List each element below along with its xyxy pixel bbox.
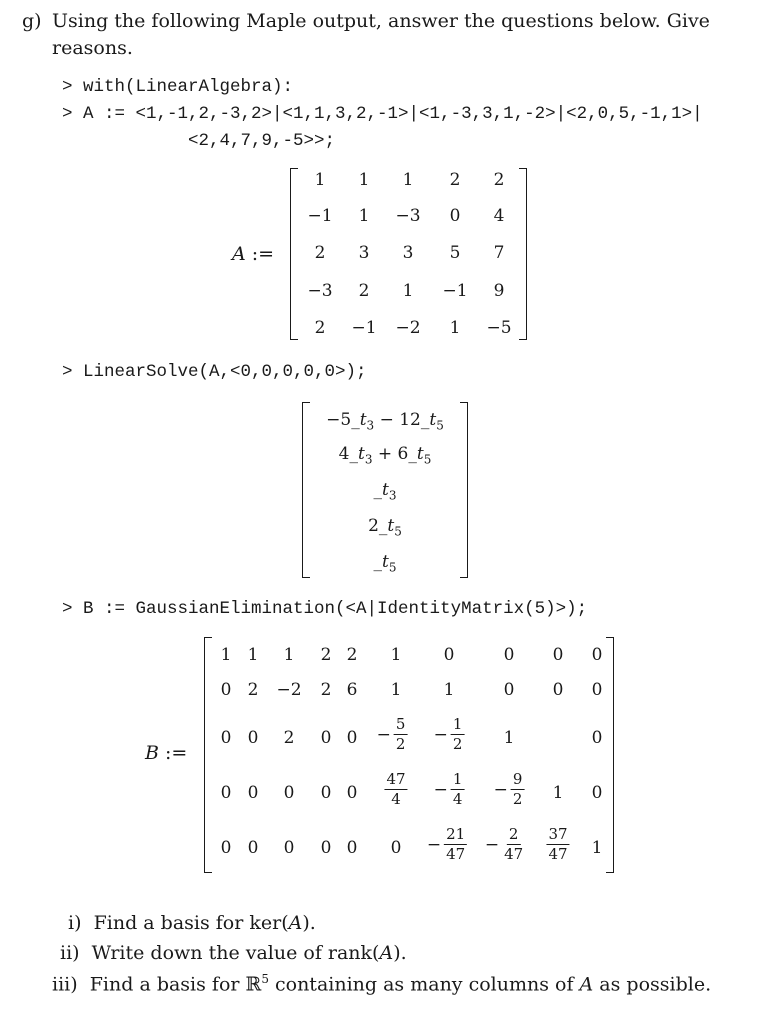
matrix-b-entry-r2c8: 0 xyxy=(503,680,515,700)
solution-entry-3: $\_t_3$ xyxy=(373,480,397,503)
matrix-b-entry-r3c8: 1 xyxy=(503,728,515,748)
matrix-b-entry-r1c8: 0 xyxy=(503,645,515,665)
matrix-b-entry-r1c4: 2 xyxy=(320,645,332,665)
matrix-b-entry-r4c5: 0 xyxy=(346,783,358,803)
matrix-b-entry-r3c10: 0 xyxy=(591,728,603,748)
maple-cmd-with: > with(LinearAlgebra): xyxy=(62,77,294,97)
matrix-a-left-bracket xyxy=(290,168,298,340)
matrix-b-entry-r1c10: 0 xyxy=(591,645,603,665)
matrix-a-entry-r5c1: 2 xyxy=(314,318,326,338)
matrix-b-entry-r5c5: 0 xyxy=(346,838,358,858)
matrix-b-entry-r3c5: 0 xyxy=(346,728,358,748)
matrix-a-entry-r5c2: −1 xyxy=(351,318,377,338)
matrix-a-entry-r2c4: 0 xyxy=(449,206,461,226)
matrix-b-entry-r3c1: 0 xyxy=(220,728,232,748)
solution-entry-5: $\_t_5$ xyxy=(373,552,397,575)
matrix-a-entry-r5c4: 1 xyxy=(449,318,461,338)
matrix-b-entry-r5c2: 0 xyxy=(247,838,259,858)
solution-entry-2: $4\_t_3$ + $6\_t_5$ xyxy=(338,444,432,467)
part-i: i) Find a basis for ker(A). xyxy=(68,912,316,934)
matrix-b-entry-r5c1: 0 xyxy=(220,838,232,858)
matrix-a-entry-r5c3: −2 xyxy=(395,318,421,338)
matrix-a-entry-r5c5: −5 xyxy=(486,318,512,338)
matrix-b-entry-r3c2: 0 xyxy=(247,728,259,748)
matrix-b-right-bracket xyxy=(606,637,614,873)
matrix-b-entry-r2c5: 6 xyxy=(346,680,358,700)
solution-entry-1: $-5\_t_3$ − $12\_t_5$ xyxy=(326,410,444,433)
matrix-a-entry-r1c4: 2 xyxy=(449,170,461,190)
solution-right-bracket xyxy=(460,402,468,578)
matrix-a-right-bracket xyxy=(519,168,527,340)
matrix-a-entry-r1c3: 1 xyxy=(402,170,414,190)
matrix-b-entry-r2c6: 1 xyxy=(390,680,402,700)
matrix-b-entry-r3c6: − $\frac{5}{2}$ xyxy=(376,715,406,753)
matrix-a-entry-r4c1: −3 xyxy=(307,281,333,301)
matrix-b-entry-r1c7: 0 xyxy=(443,645,455,665)
matrix-a-entry-r1c2: 1 xyxy=(358,170,370,190)
matrix-b-entry-r4c8: − $\frac{9}{2}$ xyxy=(493,770,523,808)
solution-left-bracket xyxy=(302,402,310,578)
solution-entry-4: $2\_t_5$ xyxy=(368,516,402,539)
maple-cmd-gaussian: > B := GaussianElimination(<A|IdentityMatrix(5)>); xyxy=(62,599,588,619)
matrix-b-entry-r2c7: 1 xyxy=(443,680,455,700)
matrix-b-entry-r4c1: 0 xyxy=(220,783,232,803)
matrix-a-label: A := xyxy=(232,243,275,265)
matrix-b-entry-r2c1: 0 xyxy=(220,680,232,700)
matrix-b-entry-r1c9: 0 xyxy=(552,645,564,665)
matrix-b-entry-r1c6: 1 xyxy=(390,645,402,665)
matrix-b-entry-r1c5: 2 xyxy=(346,645,358,665)
matrix-a-entry-r3c1: 2 xyxy=(314,243,326,263)
matrix-b-entry-r5c9: $\frac{37}{47}$ xyxy=(548,825,568,863)
matrix-a-entry-r2c3: −3 xyxy=(395,206,421,226)
matrix-a-entry-r3c4: 5 xyxy=(449,243,461,263)
matrix-b-entry-r2c2: 2 xyxy=(247,680,259,700)
matrix-b-entry-r2c10: 0 xyxy=(591,680,603,700)
matrix-a-entry-r2c5: 4 xyxy=(493,206,505,226)
matrix-a-entry-r3c3: 3 xyxy=(402,243,414,263)
matrix-b-label: B := xyxy=(145,742,188,764)
matrix-b-entry-r2c3: −2 xyxy=(276,680,302,700)
matrix-b-entry-r5c6: 0 xyxy=(390,838,402,858)
maple-cmd-linearsolve: > LinearSolve(A,<0,0,0,0,0>); xyxy=(62,362,367,382)
matrix-b-entry-r1c1: 1 xyxy=(220,645,232,665)
matrix-a-entry-r1c1: 1 xyxy=(314,170,326,190)
matrix-b-entry-r2c4: 2 xyxy=(320,680,332,700)
matrix-b-entry-r4c6: $\frac{47}{4}$ xyxy=(386,770,406,808)
matrix-a-entry-r1c5: 2 xyxy=(493,170,505,190)
matrix-b-entry-r4c7: − $\frac{1}{4}$ xyxy=(433,770,463,808)
matrix-a-entry-r4c4: −1 xyxy=(442,281,468,301)
matrix-a-entry-r4c5: 9 xyxy=(493,281,505,301)
question-text-line1: Using the following Maple output, answer the questions below. Give xyxy=(52,10,710,32)
matrix-b-entry-r4c3: 0 xyxy=(283,783,295,803)
matrix-a-entry-r3c5: 7 xyxy=(493,243,505,263)
matrix-b-entry-r4c10: 0 xyxy=(591,783,603,803)
matrix-b-entry-r3c3: 2 xyxy=(283,728,295,748)
matrix-b-entry-r5c10: 1 xyxy=(591,838,603,858)
matrix-b-entry-r5c7: − $\frac{21}{47}$ xyxy=(426,825,466,863)
matrix-b-entry-r4c2: 0 xyxy=(247,783,259,803)
matrix-a-entry-r4c3: 1 xyxy=(402,281,414,301)
maple-cmd-define-a: > A := <1,-1,2,-3,2>|<1,1,3,2,-1>|<1,-3,3,1,-2>|<2,0,5,-1,1>| xyxy=(62,104,703,124)
matrix-b-entry-r1c3: 1 xyxy=(283,645,295,665)
part-ii: ii) Write down the value of rank(A). xyxy=(60,942,407,964)
matrix-b-entry-r3c4: 0 xyxy=(320,728,332,748)
matrix-b-left-bracket xyxy=(204,637,212,873)
matrix-b-entry-r1c2: 1 xyxy=(247,645,259,665)
matrix-b-entry-r4c4: 0 xyxy=(320,783,332,803)
matrix-a-entry-r4c2: 2 xyxy=(358,281,370,301)
question-text-line2: reasons. xyxy=(52,37,133,59)
matrix-b-entry-r5c4: 0 xyxy=(320,838,332,858)
matrix-b-entry-r5c3: 0 xyxy=(283,838,295,858)
part-iii: iii) Find a basis for ℝ$^5$ containing as many columns of A as possible. xyxy=(52,972,712,996)
matrix-a-entry-r3c2: 3 xyxy=(358,243,370,263)
maple-cmd-define-a-cont: <2,4,7,9,-5>>; xyxy=(188,131,336,151)
matrix-b-entry-r2c9: 0 xyxy=(552,680,564,700)
matrix-a-entry-r2c1: −1 xyxy=(307,206,333,226)
matrix-a-entry-r2c2: 1 xyxy=(358,206,370,226)
question-label: g) xyxy=(22,10,42,32)
matrix-b-entry-r5c8: − $\frac{2}{47}$ xyxy=(484,825,524,863)
matrix-b-entry-r3c7: − $\frac{1}{2}$ xyxy=(433,715,463,753)
matrix-b-entry-r4c9: 1 xyxy=(552,783,564,803)
